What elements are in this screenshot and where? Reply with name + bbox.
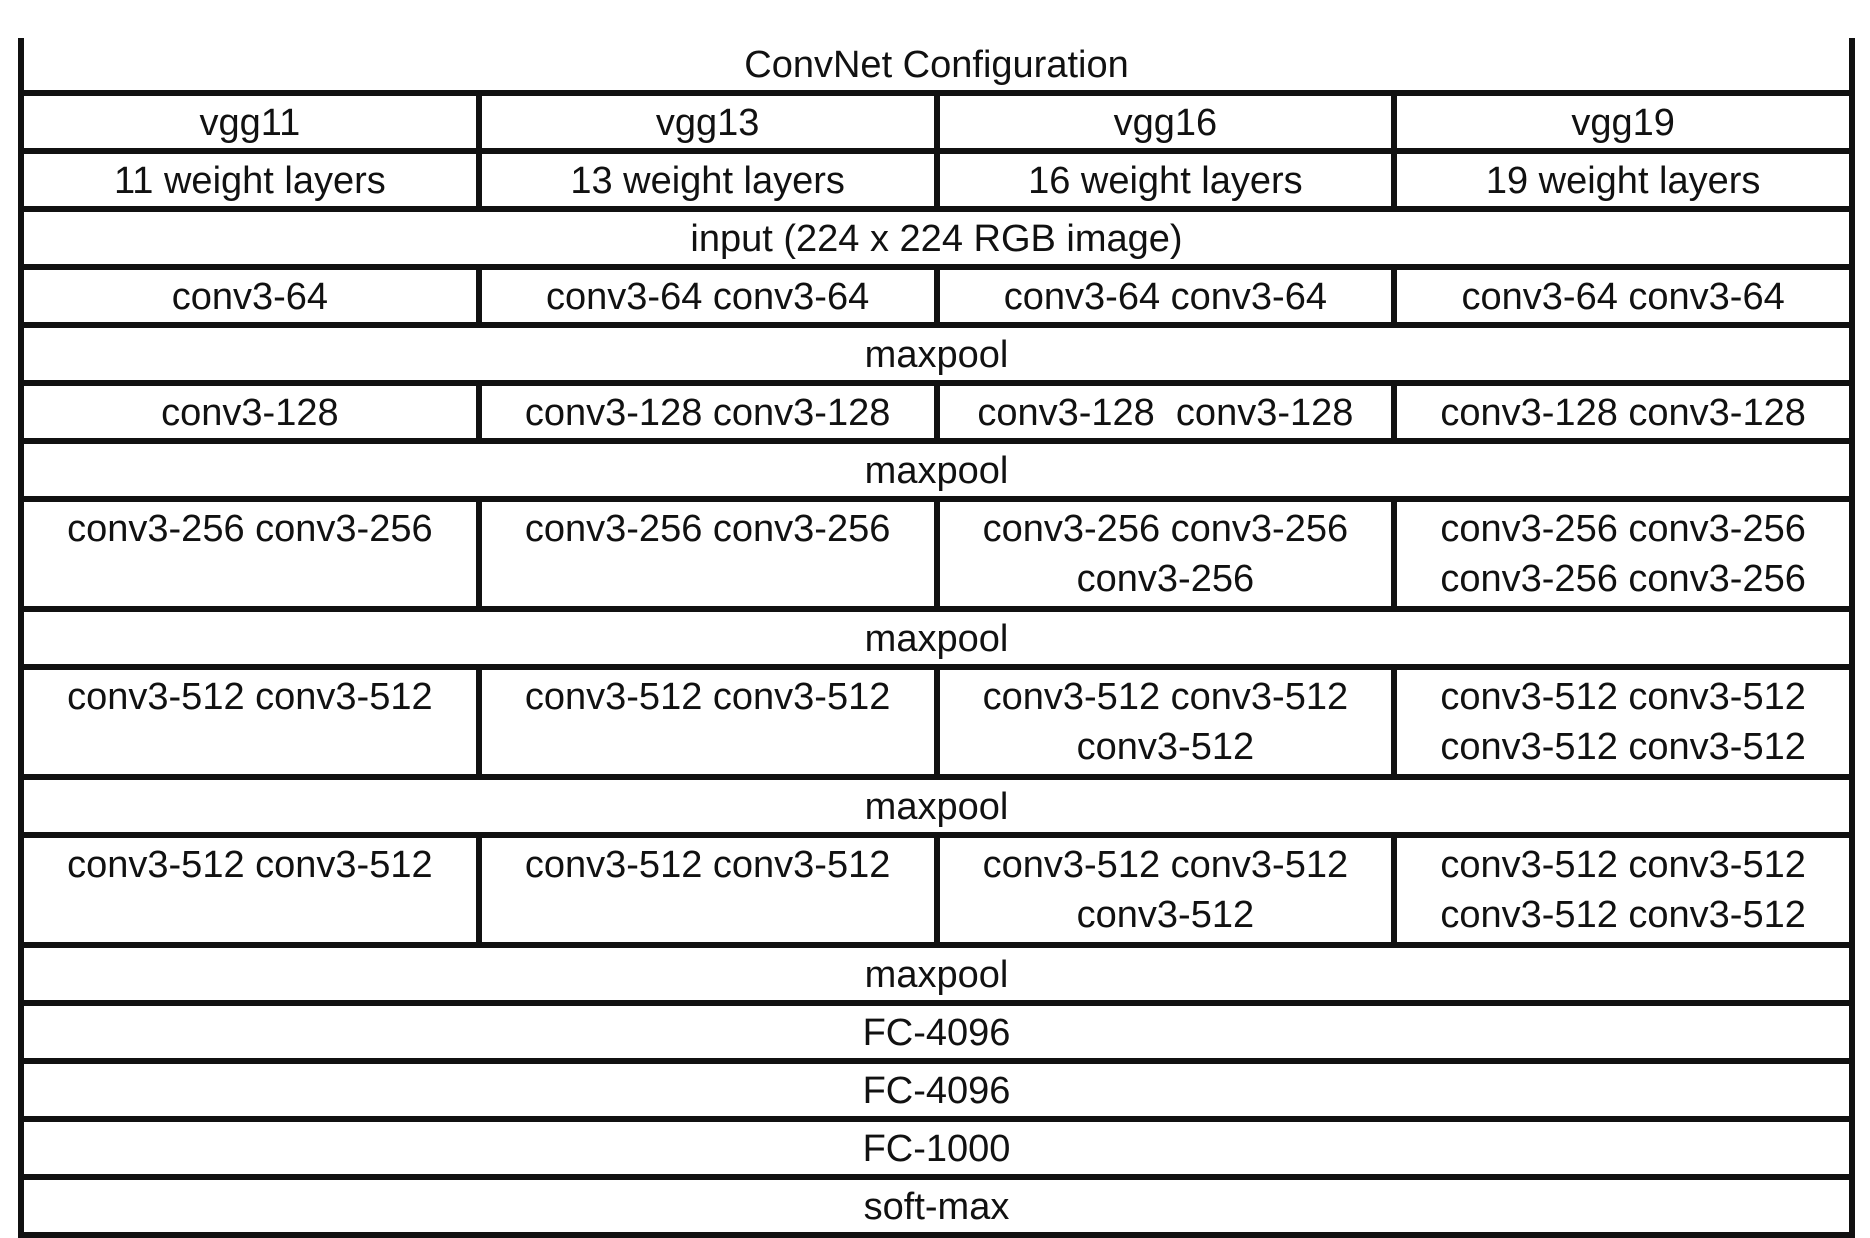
pool1-row [21,325,1852,383]
layer-line: conv3-512 conv3-512 [67,844,433,886]
block4-vgg13 [479,667,937,777]
weight-layers-row [21,151,1852,209]
block4-vgg16 [937,667,1395,777]
block1-vgg19 [1394,267,1852,325]
block4-vgg19 [1394,667,1852,777]
block5-vgg19 [1394,835,1852,945]
layer-line: conv3-64 conv3-64 [1003,276,1327,318]
input-row [21,209,1852,267]
table-title: ConvNet Configuration [21,38,1852,93]
block4-vgg11 [21,667,479,777]
layer-line: conv3-64 [171,276,329,318]
layer-line: conv3-256 conv3-256 [1440,508,1806,550]
layer-line: conv3-512 conv3-512 [982,844,1349,886]
block1-vgg13 [479,267,937,325]
weight-layers-vgg13: 13 weight layers [479,151,937,209]
maxpool-4: maxpool [21,777,1852,835]
block2-vgg16 [937,383,1395,441]
layer-line: conv3-512 conv3-512 [1440,844,1806,886]
maxpool-5: maxpool [21,945,1852,1003]
block3-row [21,499,1852,609]
layer-line: conv3-128 conv3-128 [977,392,1354,434]
layer-line: conv3-512 conv3-512 [524,676,891,718]
pool2-row [21,441,1852,499]
block5-vgg16 [937,835,1395,945]
maxpool-2: maxpool [21,441,1852,499]
softmax-row [21,1177,1852,1235]
layer-line: conv3-512 conv3-512 [524,844,891,886]
layer-line: conv3-256 conv3-256 [982,508,1349,550]
block5-vgg11 [21,835,479,945]
block5-vgg13 [479,835,937,945]
layer-line: conv3-512 conv3-512 [982,676,1349,718]
layer-line: conv3-128 conv3-128 [1440,392,1806,434]
fc-4096-first: FC-4096 [21,1003,1852,1061]
fc1-row [21,1003,1852,1061]
block2-vgg13 [479,383,937,441]
block1-vgg16 [937,267,1395,325]
layer-line: conv3-64 conv3-64 [1461,276,1785,318]
layer-line: conv3-256 conv3-256 [524,508,891,550]
pool4-row [21,777,1852,835]
block2-vgg11 [21,383,479,441]
maxpool-3: maxpool [21,609,1852,667]
block3-vgg11 [21,499,479,609]
model-name-vgg16: vgg16 [937,93,1395,151]
convnet-config-table-wrapper [18,38,1855,1238]
model-name-vgg11: vgg11 [21,93,479,151]
layer-line: conv3-512 [1076,894,1255,936]
weight-layers-vgg19: 19 weight layers [1394,151,1852,209]
title-row [21,38,1852,93]
model-name-row [21,93,1852,151]
fc3-row [21,1119,1852,1177]
input-cell: input (224 x 224 RGB image) [21,209,1852,267]
block3-vgg16 [937,499,1395,609]
layer-line: conv3-512 [1076,726,1255,768]
block1-row [21,267,1852,325]
convnet-config-table [18,38,1855,1238]
layer-line: conv3-128 [161,392,339,434]
fc2-row [21,1061,1852,1119]
layer-line: conv3-256 conv3-256 [67,508,433,550]
weight-layers-vgg16: 16 weight layers [937,151,1395,209]
block3-vgg13 [479,499,937,609]
layer-line: conv3-64 conv3-64 [546,276,870,318]
pool5-row [21,945,1852,1003]
model-name-vgg13: vgg13 [479,93,937,151]
weight-layers-vgg11: 11 weight layers [21,151,479,209]
fc-4096-second: FC-4096 [21,1061,1852,1119]
maxpool-1: maxpool [21,325,1852,383]
block4-row [21,667,1852,777]
model-name-vgg19: vgg19 [1394,93,1852,151]
layer-line: conv3-128 conv3-128 [524,392,891,434]
layer-line: conv3-512 conv3-512 [67,676,433,718]
layer-line: conv3-512 conv3-512 [1440,894,1806,936]
pool3-row [21,609,1852,667]
layer-line: conv3-512 conv3-512 [1440,726,1806,768]
block1-vgg11 [21,267,479,325]
soft-max: soft-max [21,1177,1852,1235]
block2-vgg19 [1394,383,1852,441]
layer-line: conv3-512 conv3-512 [1440,676,1806,718]
block5-row [21,835,1852,945]
fc-1000: FC-1000 [21,1119,1852,1177]
layer-line: conv3-256 conv3-256 [1440,558,1806,600]
block2-row [21,383,1852,441]
layer-line: conv3-256 [1076,558,1255,600]
block3-vgg19 [1394,499,1852,609]
